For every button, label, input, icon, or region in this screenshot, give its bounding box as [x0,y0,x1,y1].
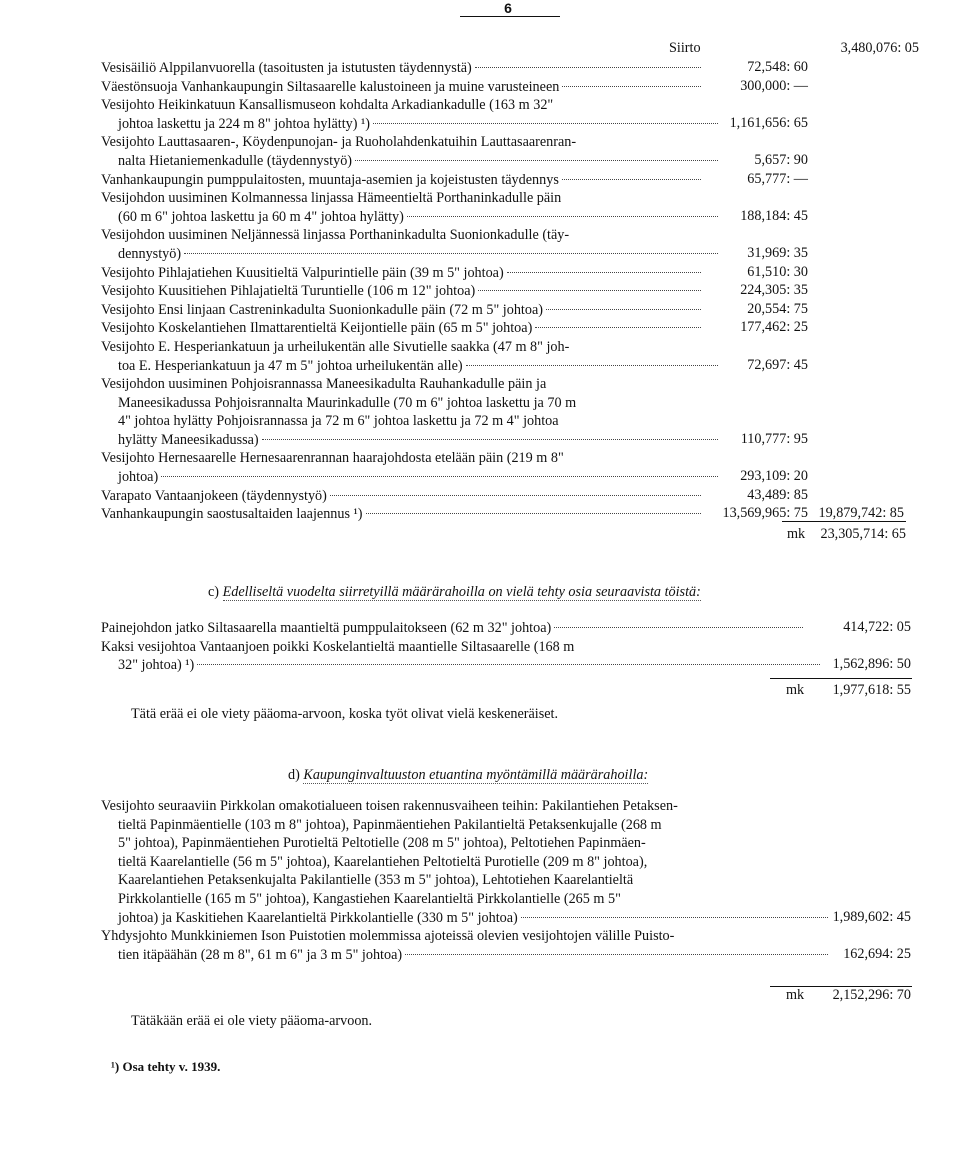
list-item [101,449,904,486]
item-line [101,115,721,134]
item-line [101,301,704,320]
item-text: Kaksi vesijohtoa Vantaanjoen poikki Koskelantieltä maantielle Siltasaarelle (168 m [101,638,575,655]
item-line [101,797,911,816]
list-item [101,797,911,927]
item-text: Vesijohto seuraaviin Pirkkolan omakotialueen toisen rakennusvaiheen teihin: Pakilantiehen Petaksen- [101,798,678,814]
item-text: Vesisäiliö Alppilanvuorella (tasoitusten ja istutusten täydennystä) [101,60,472,76]
item-line [101,468,721,487]
item-text: toa E. Hesperiankatuun ja 47 m 5" johtoa urheilukentän alle) [118,357,463,374]
item-text: dennystyö) [118,245,182,262]
item-amount: 5,657: 90 [754,151,808,168]
item-amount: 43,489: 85 [747,486,808,503]
item-line [101,656,823,675]
section-d-title: Kaupunginvaltuuston etuantina myöntämillä määrärahoilla: [303,767,649,783]
item-amount: 1,989,602: 45 [832,908,911,925]
item-text: 32" johtoa) ¹) [118,657,195,674]
section-c-total-label: mk [786,682,805,698]
item-text: Painejohdon jatko Siltasaarella maantieltä pumppulaitokseen (62 m 32" johtoa) [101,620,552,636]
carry-over-amount: 3,480,076: 05 [840,40,919,56]
list-item [101,319,904,338]
item-amount: 110,777: 95 [740,430,808,447]
item-line [101,834,911,853]
subtotal-rule [782,521,906,522]
leader-dots [535,327,701,328]
leader-dots [330,495,701,496]
section-d-label: d) [288,767,300,783]
item-amount: 13,569,965: 75 [722,505,808,522]
section-c-label: c) [208,584,220,600]
item-text: tieltä Papinmäentielle (103 m 8" johtoa), Papinmäentiehen Pakilantieltä Petaksenkujalle (268 m [118,816,662,833]
section-d-heading [288,767,748,784]
list-item [101,171,904,190]
item-text: Pirkkolantielle (165 m 5" johtoa), Kangastiehen Kaarelantieltä Pirkkolantielle (265 m 5" [118,890,621,907]
item-text: Vesijohto Ensi linjaan Castreninkadulta Suonionkadulle päin (72 m 5" johtoa) [101,301,543,318]
leader-dots [507,272,701,273]
leader-dots [262,439,718,440]
item-amount: 177,462: 25 [740,319,808,336]
item-line [101,226,904,245]
list-item [101,78,904,97]
section-d-list [101,797,911,964]
item-amount: 414,722: 05 [843,619,911,635]
item-line [101,394,904,413]
item-line [101,449,904,468]
item-text: johtoa) ja Kaskitiehen Kaarelantieltä Pirkkolantielle (330 m 5" johtoa) [118,909,518,926]
list-item [101,189,904,226]
item-amount: 72,548: 60 [747,59,808,75]
item-text: 5" johtoa), Papinmäentiehen Purotieltä Peltotielle (208 m 5" johtoa), Peltotiehen Papinmäen- [118,835,646,852]
item-amount: 300,000: — [740,77,808,94]
section-c-note: Tätä erää ei ole viety pääoma-arvoon, koska työt olivat vielä keskeneräiset. [131,706,559,722]
list-item [101,133,904,170]
item-text: 4" johtoa hylätty Pohjoisrannassa ja 72 m 6" johtoa laskettu ja 72 m 4" johtoa [118,413,559,430]
item-amount: 31,969: 35 [747,244,808,261]
item-line [101,357,721,376]
item-text: Vesijohto Lauttasaaren-, Köydenpunojan- ja Ruoholahdenkatuihin Lauttasaarenran- [101,134,577,151]
item-line [101,487,704,506]
list-item [101,96,904,133]
item-line [101,171,704,190]
item-amount: 72,697: 45 [747,356,808,373]
item-line [101,816,911,835]
leader-dots [161,476,718,477]
item-text: tieltä Kaarelantielle (56 m 5" johtoa), Kaarelantiehen Peltotieltä Purotielle (209 m 8" johtoa), [118,853,648,870]
leader-dots [562,179,701,180]
item-line [101,871,911,890]
leader-dots [405,954,828,955]
grand-total-label: mk [787,526,806,542]
list-item [101,638,911,675]
leader-dots [475,67,701,68]
section-c-list [101,619,911,675]
item-text: Vesijohdon uusiminen Neljännessä linjassa Porthaninkadulta Suonionkadulle (täy- [101,227,570,244]
leader-dots [466,365,718,366]
carry-over-label: Siirto [669,40,701,56]
item-line [101,412,904,431]
section-b-list [101,59,904,524]
list-item [101,487,904,506]
item-line [101,890,911,909]
item-text: (60 m 6" johtoa laskettu ja 60 m 4" johtoa hylätty) [118,208,404,225]
leader-dots [407,216,718,217]
item-amount: 293,109: 20 [740,468,808,485]
leader-dots [478,290,701,291]
grand-total-amount: 23,305,714: 65 [820,526,906,542]
item-line [101,338,904,357]
item-text: Vanhankaupungin saostusaltaiden laajennus ¹) [101,506,363,523]
item-line [101,431,721,450]
item-text: tien itäpäähän (28 m 8", 61 m 6" ja 3 m 5" johtoa) [118,946,403,963]
page-number-rule [460,16,560,17]
item-text: Vesijohto Pihlajatiehen Kuusitieltä Valpurintielle päin (39 m 5" johtoa) [101,264,504,281]
item-line [101,59,704,78]
item-line [101,96,904,115]
section-subtotal-amount: 19,879,742: 85 [818,505,904,522]
item-amount: 1,562,896: 50 [832,656,911,673]
item-text: Vesijohto E. Hesperiankatuun ja urheilukentän alle Sivutielle saakka (47 m 8" joh- [101,338,570,355]
item-text: nalta Hietaniemenkadulle (täydennystyö) [118,152,353,169]
list-item [101,264,904,283]
item-line [101,375,904,394]
section-d-total-label: mk [786,987,805,1003]
list-item [101,59,904,78]
leader-dots [554,627,803,628]
item-line [101,133,904,152]
item-text: Väestönsuoja Vanhankaupungin Siltasaarelle kalustoineen ja muine varusteineen [101,78,560,95]
item-text: Vanhankaupungin pumppulaitosten, muuntaja-asemien ja kojeistusten täydennys [101,171,559,188]
item-amount: 188,184: 45 [740,207,808,224]
section-c-total-rule [770,678,912,679]
leader-dots [562,86,701,87]
item-line [101,78,704,97]
item-text: Yhdysjohto Munkkiniemen Ison Puistotien molemmissa ajoteissä olevien vesijohtojen välille Puisto- [101,928,675,945]
item-line [101,505,704,524]
item-amount: 162,694: 25 [843,945,911,962]
item-line [101,152,721,171]
item-text: Maneesikadussa Pohjoisrannalta Maurinkadulle (70 m 6" johtoa laskettu ja 70 m [118,394,577,411]
item-line [101,319,704,338]
item-text: hylätty Maneesikadussa) [118,431,259,448]
item-text: Vesijohto Koskelantiehen Ilmattarentieltä Keijontielle päin (65 m 5" johtoa) [101,320,533,337]
item-text: Varapato Vantaanjokeen (täydennystyö) [101,487,327,504]
section-c-title: Edelliseltä vuodelta siirretyillä määrärahoilla on vielä tehty osia seuraavista töistä: [222,584,701,600]
item-text: johtoa laskettu ja 224 m 8" johtoa hylätty) ¹) [118,115,370,132]
item-line [101,264,704,283]
item-text: johtoa) [118,469,159,486]
item-amount: 1,161,656: 65 [729,114,808,131]
section-c-heading [208,584,828,601]
section-c-total-amount: 1,977,618: 55 [832,682,911,698]
item-amount: 61,510: 30 [747,263,808,280]
item-amount: 224,305: 35 [740,282,808,299]
item-line [101,638,911,657]
item-line [101,946,831,965]
section-d-note: Tätäkään erää ei ole viety pääoma-arvoon. [131,1013,373,1029]
item-line [101,619,806,638]
page-number: 6 [504,0,512,16]
item-line [101,282,704,301]
list-item [101,619,911,638]
item-amount: 20,554: 75 [747,300,808,317]
item-text: Vesijohto Kuusitiehen Pihlajatieltä Turuntielle (106 m 12" johtoa) [101,283,476,300]
leader-dots [521,917,828,918]
leader-dots [197,664,820,665]
list-item [101,282,904,301]
leader-dots [366,513,701,514]
footnote: ¹) Osa tehty v. 1939. [111,1059,221,1074]
list-item [101,927,911,964]
list-item [101,375,904,449]
leader-dots [184,253,718,254]
item-line [101,245,721,264]
item-line [101,909,831,928]
item-text: Vesijohto Hernesaarelle Hernesaarenrannan haarajohdosta etelään päin (219 m 8" [101,450,564,467]
list-item [101,338,904,375]
item-text: Kaarelantiehen Petaksenkujalta Pakilantielle (353 m 5" johtoa), Lehtotiehen Kaarelantieltä [118,872,634,889]
item-line [101,189,904,208]
item-line [101,853,911,872]
leader-dots [546,309,701,310]
item-text: Vesijohdon uusiminen Pohjoisrannassa Maneesikadulta Rauhankadulle päin ja [101,376,547,393]
item-text: Vesijohto Heikinkatuun Kansallismuseon kohdalta Arkadiankadulle (163 m 32" [101,97,554,114]
item-text: Vesijohdon uusiminen Kolmannessa linjassa Hämeentieltä Porthaninkadulle päin [101,190,562,207]
leader-dots [355,160,718,161]
leader-dots [373,123,718,124]
item-line [101,927,911,946]
list-item [101,301,904,320]
list-item [101,226,904,263]
item-amount: 65,777: — [747,170,808,187]
item-line [101,208,721,227]
section-d-total-amount: 2,152,296: 70 [832,987,911,1003]
